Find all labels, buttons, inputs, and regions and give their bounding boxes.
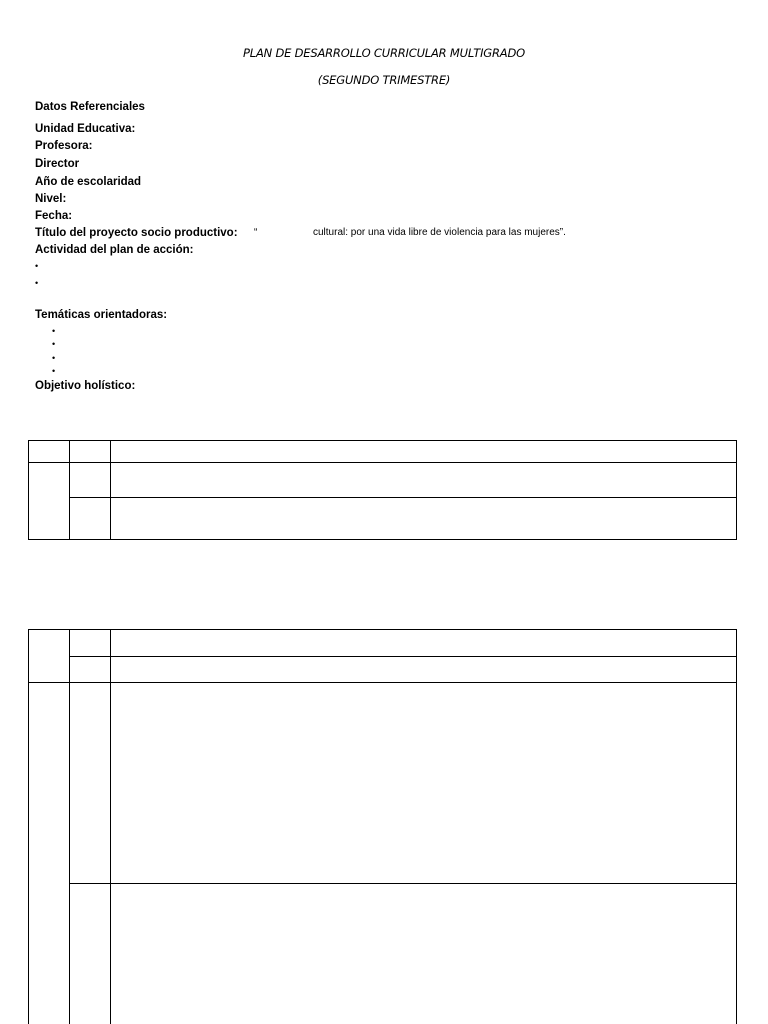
table-1-border: [28, 440, 737, 540]
tematica-bullet-3: •: [52, 353, 56, 363]
table-2-col-line-2: [110, 629, 111, 1024]
actividad-bullet-1: •: [35, 261, 39, 271]
titulo-proyecto-value: cultural: por una vida libre de violencia para las mujeres”.: [313, 227, 566, 238]
table-1-col-line-2: [110, 440, 111, 540]
actividad-bullet-2: •: [35, 278, 39, 288]
tematicas-orientadoras-label: Temáticas orientadoras:: [35, 309, 168, 321]
table-1-col-line-1: [69, 440, 70, 540]
table-2-col-line-1: [69, 629, 70, 1024]
titulo-proyecto-quote: “: [254, 227, 258, 238]
director-label: Director: [35, 158, 80, 170]
tematica-bullet-4: •: [52, 366, 56, 376]
fecha-label: Fecha:: [35, 210, 73, 222]
tematica-bullet-2: •: [52, 339, 56, 349]
table-1-row-line-2: [69, 497, 737, 498]
anio-escolaridad-label: Año de escolaridad: [35, 176, 142, 188]
tematica-bullet-1: •: [52, 326, 56, 336]
table-2-right-line: [736, 629, 737, 1024]
table-2-row-line-1: [69, 656, 737, 657]
table-2-left-line: [28, 629, 29, 1024]
table-2-top-line: [28, 629, 737, 630]
table-2-row-line-3: [69, 883, 737, 884]
table-2-row-line-2: [28, 682, 737, 683]
objetivo-holistico-label: Objetivo holístico:: [35, 380, 136, 392]
table-1-row-line-1: [28, 462, 737, 463]
unidad-educativa-label: Unidad Educativa:: [35, 123, 136, 135]
titulo-proyecto-label: Título del proyecto socio productivo:: [35, 227, 238, 239]
nivel-label: Nivel:: [35, 193, 67, 205]
actividad-plan-accion-label: Actividad del plan de acción:: [35, 244, 194, 256]
document-title: PLAN DE DESARROLLO CURRICULAR MULTIGRADO: [243, 46, 525, 60]
datos-referenciales-heading: Datos Referenciales: [35, 101, 145, 113]
document-subtitle: (SEGUNDO TRIMESTRE): [317, 73, 451, 87]
profesora-label: Profesora:: [35, 140, 93, 152]
